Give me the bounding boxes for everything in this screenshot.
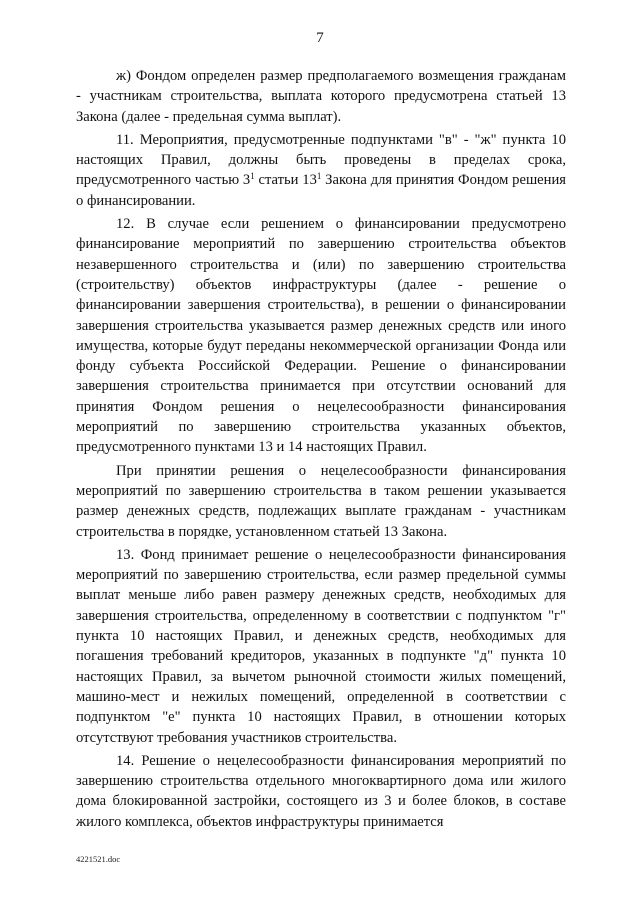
paragraph-13: 13. Фонд принимает решение о нецелесообразности финансирования мероприятий по завершению строительства, если размер предельной суммы выплат меньше либо равен размеру денежных средств, необходимых для завершения строительства, определенному в соответствии с подпунктом "г" пункта 10 настоящих Правил, и денежных средств, необходимых для погашения требований кредиторов, указанных в подпункте "д" пункта 10 настоящих Правил, за вычетом рыночной стоимости жилых помещений, машино-мест и нежилых помещений, определенной в соответствии с подпунктом "е" пункта 10 настоящих Правил, в отношении которых отсутствуют требования участников строительства. <box>76 546 566 746</box>
paragraph-11-part-1: 11. Мероприятия, предусмотренные подпунктами "в" - "ж" пункта 10 настоящих Правил, должны быть проведены в пределах срока, предусмотренного частью 3 <box>76 131 566 189</box>
paragraph-zh: ж) Фондом определен размер предполагаемого возмещения гражданам - участникам строительства, выплата которого предусмотрена статьей 13 Закона (далее - предельная сумма выплат). <box>76 68 566 125</box>
superscript: 1 <box>250 171 255 182</box>
paragraph-11-part-3: Закона для принятия Фондом решения о финансировании. <box>76 172 566 209</box>
document-body <box>76 66 566 835</box>
paragraph-11-part-2: статьи 13 <box>254 172 317 189</box>
document-id-footer: 4221521.doc <box>76 854 121 864</box>
superscript: 1 <box>316 171 322 182</box>
paragraph-12-continued: При принятии решения о нецелесообразности финансирования мероприятий по завершению строительства в таком решении указывается размер денежных средств, подлежащих выплате гражданам - участникам строительства в порядке, установленном статьей 13 Закона. <box>76 462 566 540</box>
paragraph-12: 12. В случае если решением о финансировании предусмотрено финансирование мероприятий по завершению строительства объектов незавершенного строительства и (или) по завершению строительства (строительству) объектов инфраструктуры (далее - решение о финансировании завершения строительства), в решении о финансировании завершения строительства указывается размер денежных средств или иного имущества, которые будут переданы некоммерческой организации Фонда или фонду субъекта Российской Федерации. Решение о финансировании завершения строительства принимается при отсутствии оснований для принятия Фондом решения о нецелесообразности финансирования мероприятий по завершению строительства указанных объектов, предусмотренного пунктами 13 и 14 настоящих Правил. <box>76 216 566 456</box>
paragraph-14: 14. Решение о нецелесообразности финансирования мероприятий по завершению строительства отдельного многоквартирного дома или жилого дома блокированной застройки, состоящего из 3 и более блоков, в составе жилого комплекса, объектов инфраструктуры принимается <box>76 752 566 830</box>
paragraph-11 <box>76 130 566 211</box>
page-number: 7 <box>316 30 324 46</box>
